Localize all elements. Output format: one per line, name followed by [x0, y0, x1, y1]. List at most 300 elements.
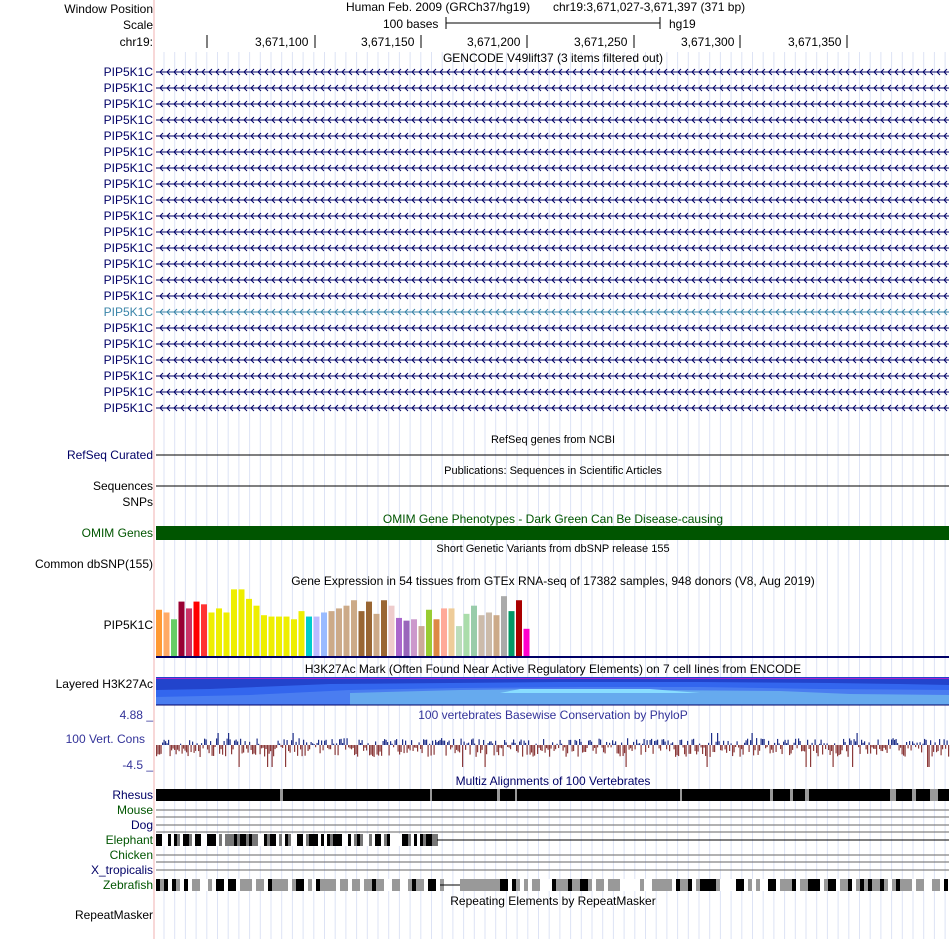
conservation-bar [287, 740, 288, 745]
conservation-bar [233, 745, 234, 749]
gencode-transcript-label[interactable]: PIP5K1C [103, 113, 153, 127]
conservation-bar [167, 743, 168, 745]
dbsnp-label[interactable]: Common dbSNP(155) [34, 557, 153, 571]
conservation-bar [371, 745, 372, 755]
zebrafish-alignment [480, 879, 484, 891]
zebrafish-alignment [368, 879, 372, 891]
conservation-bar [182, 745, 183, 754]
gencode-transcript-label[interactable]: PIP5K1C [103, 129, 153, 143]
gencode-transcript-label[interactable]: PIP5K1C [103, 177, 153, 191]
zebrafish-alignment [236, 879, 240, 891]
zebrafish-alignment [564, 879, 568, 891]
multiz-species-label[interactable]: Mouse [116, 803, 153, 817]
gtex-bar [351, 600, 357, 656]
gtex-bar [209, 612, 215, 656]
gtex-bar [186, 608, 192, 656]
multiz-species-label[interactable]: Elephant [105, 833, 153, 847]
conservation-bar [531, 745, 532, 753]
gencode-transcript-label[interactable]: PIP5K1C [103, 369, 153, 383]
conservation-bar [585, 745, 586, 752]
gtex-bar [381, 600, 387, 656]
conservation-bar [590, 740, 591, 745]
gencode-transcript-label[interactable]: PIP5K1C [103, 337, 153, 351]
conservation-bar [263, 745, 264, 748]
zebrafish-alignment [620, 879, 624, 891]
conservation-bar [398, 745, 399, 752]
conservation-bar [333, 744, 334, 745]
zebrafish-alignment [192, 879, 196, 891]
zebrafish-alignment [900, 879, 904, 891]
conservation-bar [582, 745, 583, 753]
zebrafish-alignment [552, 879, 556, 891]
conservation-bar [722, 745, 723, 751]
conservation-bar [569, 740, 570, 745]
conservation-bar [165, 741, 166, 745]
gtex-bar [516, 600, 522, 656]
elephant-alignment [174, 834, 177, 846]
zebrafish-alignment [756, 879, 760, 891]
zebrafish-alignment [828, 879, 832, 891]
zebrafish-alignment [528, 879, 532, 891]
conservation-bar [476, 745, 477, 757]
rhesus-gap [912, 789, 916, 801]
elephant-alignment [381, 834, 384, 846]
conservation-bar [695, 745, 696, 751]
conservation-bar [251, 745, 252, 750]
conservation-bar [887, 745, 888, 753]
elephant-alignment [225, 834, 228, 846]
conservation-bar [299, 738, 300, 745]
conservation-bar [746, 740, 747, 745]
conservation-bar [830, 745, 831, 755]
gtex-bar [299, 611, 305, 656]
conservation-bar [339, 739, 340, 745]
conservation-bar [542, 745, 543, 751]
gencode-transcript-label[interactable]: PIP5K1C [103, 97, 153, 111]
elephant-alignment [267, 834, 270, 846]
zebrafish-alignment [744, 879, 748, 891]
gtex-bar [336, 608, 342, 656]
gtex-bar [254, 606, 260, 656]
zebrafish-alignment [636, 879, 640, 891]
conservation-bar [900, 745, 901, 748]
zebrafish-alignment [512, 879, 516, 891]
conservation-bar [749, 745, 750, 752]
conservation-bar [446, 745, 447, 756]
conservation-bar [246, 745, 247, 749]
ruler-tick-label: 3,671,100 [255, 35, 309, 49]
elephant-alignment [408, 834, 411, 846]
conservation-bar [293, 733, 294, 745]
conservation-bar [938, 745, 939, 751]
conservation-bar [314, 744, 315, 745]
zebrafish-alignment [160, 879, 164, 891]
gencode-transcript-label[interactable]: PIP5K1C [103, 193, 153, 207]
conservation-bar [414, 745, 415, 748]
conservation-bar [369, 745, 370, 755]
conservation-bar [473, 739, 474, 745]
conservation-bar [329, 745, 330, 749]
elephant-alignment [342, 834, 345, 846]
gencode-transcript-label[interactable]: PIP5K1C [103, 289, 153, 303]
elephant-alignment [156, 834, 159, 846]
conservation-bar [930, 740, 931, 745]
zebrafish-alignment [412, 879, 416, 891]
conservation-bar [827, 743, 828, 745]
conservation-bar [854, 739, 855, 745]
zebrafish-alignment [912, 879, 916, 891]
conservation-bar [669, 745, 670, 751]
conservation-bar [845, 742, 846, 745]
zebrafish-alignment [780, 879, 784, 891]
conservation-bar [284, 739, 285, 745]
conservation-bar [258, 744, 259, 745]
conservation-bar [935, 742, 936, 745]
rhesus-gap [930, 789, 938, 801]
conservation-bar [431, 745, 432, 756]
gencode-transcript-label[interactable]: PIP5K1C [103, 241, 153, 255]
conservation-bar [510, 745, 511, 749]
elephant-alignment [393, 834, 396, 846]
gtex-bar [464, 614, 470, 656]
rhesus-alignment [156, 789, 949, 801]
conservation-bar [828, 745, 829, 750]
conservation-bar [678, 745, 679, 756]
conservation-bar [536, 744, 537, 745]
h3k27ac-label[interactable]: Layered H3K27Ac [55, 677, 153, 691]
zebrafish-alignment [544, 879, 548, 891]
elephant-alignment [336, 834, 339, 846]
elephant-alignment [399, 834, 402, 846]
gencode-transcript-label[interactable]: PIP5K1C [103, 401, 153, 415]
conservation-bar [504, 740, 505, 745]
conservation-bar [689, 745, 690, 754]
conservation-bar [360, 743, 361, 745]
refseq-track-title[interactable]: RefSeq genes from NCBI [490, 434, 616, 446]
conservation-bar [434, 745, 435, 755]
conservation-bar [809, 745, 810, 749]
elephant-alignment [384, 834, 387, 846]
conservation-bar [600, 740, 601, 745]
conservation-bar [903, 745, 904, 756]
conservation-bar [477, 745, 478, 752]
zebrafish-alignment [284, 879, 288, 891]
zebrafish-alignment [280, 879, 284, 891]
zebrafish-alignment [932, 879, 936, 891]
conservation-bar [407, 745, 408, 753]
zebrafish-alignment [888, 879, 892, 891]
zebrafish-alignment [656, 879, 660, 891]
zebrafish-alignment [380, 879, 384, 891]
conservation-bar [267, 745, 268, 767]
gtex-bar [246, 599, 252, 656]
zebrafish-alignment [768, 879, 772, 891]
publications-track-title[interactable]: Publications: Sequences in Scientific Articles [444, 465, 662, 477]
conservation-bar [842, 745, 843, 750]
conservation-bar [546, 745, 547, 748]
conservation-bar [465, 745, 466, 750]
conservation-bar [810, 745, 811, 767]
conservation-bar [410, 745, 411, 750]
conservation-bar [464, 742, 465, 745]
conservation-bar [291, 740, 292, 745]
zebrafish-alignment [428, 879, 432, 891]
conservation-bar [266, 745, 267, 749]
zebrafish-alignment [276, 879, 280, 891]
zebrafish-alignment [464, 879, 468, 891]
gtex-bar [396, 618, 402, 656]
zebrafish-alignment [560, 879, 564, 891]
gtex-label[interactable]: PIP5K1C [103, 618, 153, 632]
gencode-track-title[interactable]: GENCODE V49lift37 (3 items filtered out) [442, 51, 664, 65]
conservation-bar [192, 742, 193, 745]
gtex-bar [224, 612, 230, 656]
elephant-alignment [351, 834, 354, 846]
conservation-bar [644, 739, 645, 745]
conservation-bar [386, 740, 387, 745]
gencode-transcript-label[interactable]: PIP5K1C [103, 145, 153, 159]
gencode-transcript-label[interactable]: PIP5K1C [103, 273, 153, 287]
repeatmasker-track-title[interactable]: Repeating Elements by RepeatMasker [450, 894, 656, 908]
conservation-bar [834, 743, 835, 745]
multiz-track-title[interactable]: Multiz Alignments of 100 Vertebrates [455, 774, 651, 788]
zebrafish-alignment [504, 879, 508, 891]
multiz-species-label[interactable]: X_tropicalis [90, 863, 153, 877]
conservation-bar [897, 743, 898, 745]
conservation-bar [855, 741, 856, 745]
conservation-bar [408, 745, 409, 749]
conservation-bar [720, 745, 721, 750]
elephant-alignment [276, 834, 279, 846]
elephant-alignment [369, 834, 372, 846]
conservation-bar [594, 745, 595, 748]
conservation-bar [641, 745, 642, 755]
conservation-bar [516, 745, 517, 751]
elephant-alignment [171, 834, 174, 846]
elephant-alignment [357, 834, 360, 846]
multiz-species-label[interactable]: Dog [130, 818, 153, 832]
zebrafish-alignment [896, 879, 900, 891]
omim-label[interactable]: OMIM Genes [81, 526, 153, 540]
zebrafish-alignment [304, 879, 308, 891]
elephant-alignment [261, 834, 264, 846]
conservation-bar [236, 740, 237, 745]
zebrafish-alignment [408, 879, 412, 891]
gtex-bar [374, 614, 380, 656]
zebrafish-alignment [852, 879, 856, 891]
conservation-bar [558, 745, 559, 748]
zebrafish-alignment [736, 879, 740, 891]
zebrafish-alignment [196, 879, 200, 891]
h3k27ac-top-line [156, 678, 949, 679]
refseq-label[interactable]: RefSeq Curated [66, 448, 153, 462]
scale-label: Scale [122, 18, 153, 32]
elephant-alignment [429, 834, 432, 846]
gtex-bar [171, 619, 177, 656]
conservation-bar [650, 740, 651, 745]
rhesus-gap [770, 789, 773, 801]
elephant-alignment [420, 834, 423, 846]
zebrafish-alignment [788, 879, 792, 891]
conservation-bar [816, 745, 817, 753]
elephant-alignment [354, 834, 357, 846]
repeatmasker-label[interactable]: RepeatMasker [74, 908, 153, 922]
zebrafish-alignment [740, 879, 744, 891]
conservation-bar [206, 739, 207, 745]
dbsnp-track-title[interactable]: Short Genetic Variants from dbSNP release 155 [436, 543, 670, 555]
zebrafish-alignment [516, 879, 520, 891]
conservation-bar [878, 740, 879, 745]
conservation-bar [344, 738, 345, 745]
conservation-bar [176, 745, 177, 754]
gencode-transcript-label[interactable]: PIP5K1C [103, 257, 153, 271]
gtex-bar [284, 617, 290, 656]
conservation-bar [561, 744, 562, 745]
gtex-bar [216, 608, 222, 656]
conservation-bar [879, 745, 880, 749]
conservation-bar [515, 743, 516, 745]
zebrafish-alignment [352, 879, 356, 891]
conservation-bar [867, 745, 868, 754]
conservation-bar [201, 743, 202, 745]
zebrafish-alignment [832, 879, 836, 891]
conservation-bar [806, 745, 807, 767]
elephant-alignment [255, 834, 258, 846]
conservation-bar [852, 745, 853, 767]
zebrafish-alignment [288, 879, 292, 891]
rhesus-gap [790, 789, 793, 801]
elephant-alignment [375, 834, 378, 846]
gencode-transcript-label[interactable]: PIP5K1C [103, 81, 153, 95]
zebrafish-alignment [172, 879, 176, 891]
gtex-bar [261, 615, 267, 656]
gtex-bar [426, 610, 432, 656]
gencode-transcript-label[interactable]: PIP5K1C [103, 65, 153, 79]
zebrafish-alignment [376, 879, 380, 891]
ruler-tick-label: 3,671,150 [361, 35, 415, 49]
multiz-species-label[interactable]: Chicken [109, 848, 153, 862]
publications-sequences-label[interactable]: Sequences [92, 479, 153, 493]
rhesus-gap [430, 789, 432, 801]
rhesus-gap [497, 789, 500, 801]
conservation-bar [782, 745, 783, 754]
conservation-bar [740, 745, 741, 757]
conservation-bar [864, 741, 865, 745]
conservation-bar [249, 742, 250, 745]
conservation-bar [467, 743, 468, 745]
zebrafish-alignment [588, 879, 592, 891]
conservation-bar [488, 743, 489, 745]
omim-track-title[interactable]: OMIM Gene Phenotypes - Dark Green Can Be Disease-causing [382, 512, 724, 526]
gencode-transcript-label[interactable]: PIP5K1C [103, 209, 153, 223]
gtex-bar [449, 608, 455, 656]
conservation-bar [639, 743, 640, 745]
zebrafish-alignment [908, 879, 912, 891]
conservation-bar [636, 740, 637, 745]
conservation-bar [630, 745, 631, 748]
conservation-bar [741, 745, 742, 749]
conservation-bar [699, 744, 700, 745]
conservation-bar [303, 740, 304, 745]
conservation-bar [332, 739, 333, 745]
conservation-bar [432, 741, 433, 745]
conservation-bar [375, 741, 376, 745]
elephant-alignment [321, 834, 324, 846]
conservation-bar [710, 745, 711, 757]
conservation-bar [527, 745, 528, 755]
gtex-bar [156, 610, 162, 656]
conservation-bar [843, 739, 844, 745]
gtex-bar [411, 619, 417, 656]
conservation-bar [734, 745, 735, 752]
conservation-bar [791, 745, 792, 753]
gencode-transcript-label[interactable]: PIP5K1C [103, 353, 153, 367]
conservation-bar [452, 745, 453, 747]
elephant-alignment [423, 834, 426, 846]
conservation-bar [215, 745, 216, 747]
conservation-bar [665, 742, 666, 745]
ruler-tick-label: 3,671,350 [788, 35, 842, 49]
conservation-bar [860, 745, 861, 754]
conservation-bar [170, 745, 171, 756]
elephant-alignment [231, 834, 234, 846]
zebrafish-alignment [776, 879, 780, 891]
conservation-bar [836, 745, 837, 753]
conservation-bar [528, 740, 529, 745]
conservation-bar [404, 745, 405, 753]
zebrafish-alignment [396, 879, 400, 891]
multiz-species-label[interactable]: Rhesus [112, 788, 153, 802]
conservation-bar [833, 745, 834, 767]
conservation-bar [711, 733, 712, 745]
conservation-bar [936, 745, 937, 752]
elephant-alignment [285, 834, 288, 846]
conservation-bar [335, 745, 336, 755]
conservation-bar [413, 745, 414, 751]
gtex-bar [231, 589, 237, 656]
conservation-bar [470, 745, 471, 755]
elephant-alignment [222, 834, 225, 846]
gencode-transcript-label[interactable]: PIP5K1C [103, 305, 153, 319]
conservation-bar [497, 745, 498, 752]
rhesus-gap [280, 789, 283, 801]
multiz-species-label[interactable]: Zebrafish [102, 878, 153, 892]
elephant-alignment [345, 834, 348, 846]
gencode-transcript-label[interactable]: PIP5K1C [103, 321, 153, 335]
gtex-track-title[interactable]: Gene Expression in 54 tissues from GTEx RNA-seq of 17382 samples, 948 donors (V8, Aug 2019) [291, 574, 815, 588]
publications-snps-label[interactable]: SNPs [122, 495, 153, 509]
conservation-bar [789, 745, 790, 755]
gencode-transcript-label[interactable]: PIP5K1C [103, 161, 153, 175]
conservation-bar [825, 745, 826, 749]
conservation-bar [438, 741, 439, 745]
conservation-bar [869, 742, 870, 745]
conservation-label[interactable]: 100 Vert. Cons [65, 732, 145, 746]
conservation-bar [200, 745, 201, 757]
conservation-bar [884, 745, 885, 748]
gencode-transcript-label[interactable]: PIP5K1C [103, 225, 153, 239]
conservation-bar [609, 743, 610, 745]
conservation-bar [686, 745, 687, 757]
h3k27ac-track-title[interactable]: H3K27Ac Mark (Often Found Near Active Regulatory Elements) on 7 cell lines from ENCODE [304, 662, 802, 676]
gencode-transcript-label[interactable]: PIP5K1C [103, 385, 153, 399]
elephant-alignment [273, 834, 276, 846]
conservation-track-title[interactable]: 100 vertebrates Basewise Conservation by PhyloP [418, 708, 688, 722]
conservation-bar [230, 739, 231, 745]
conservation-bar [218, 733, 219, 745]
zebrafish-alignment [824, 879, 828, 891]
conservation-bar [633, 742, 634, 745]
